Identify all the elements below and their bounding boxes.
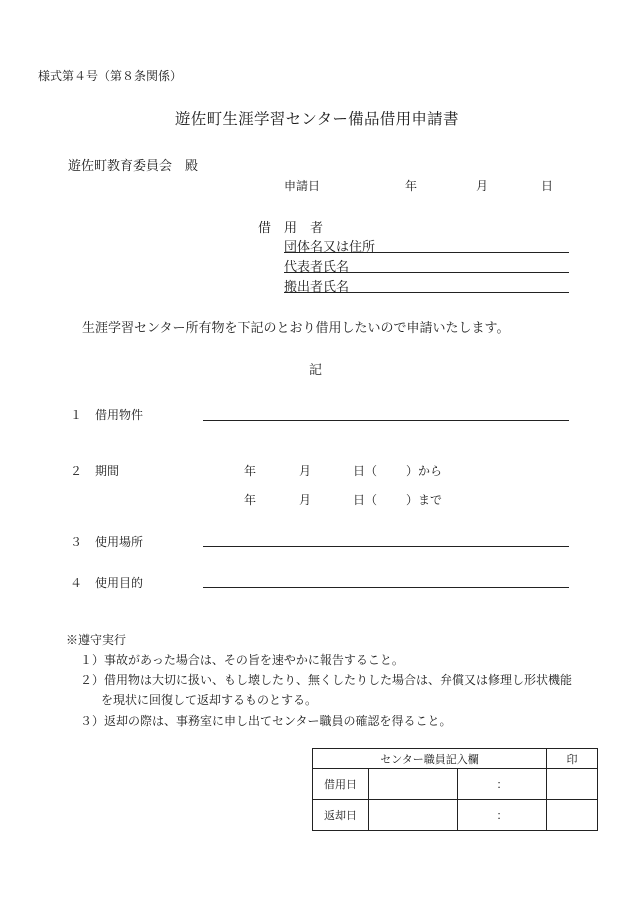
item1-label: 借用物件 [95, 408, 144, 422]
request-sentence: 生涯学習センター所有物を下記のとおり借用したいので申請いたします。 [82, 321, 510, 336]
application-date-day: 日 [541, 179, 554, 193]
staff-table-return-seal-cell[interactable] [547, 800, 598, 831]
application-date-year: 年 [405, 179, 418, 193]
borrower-organization-line[interactable] [284, 252, 569, 253]
page-title: 遊佐町生涯学習センター備品借用申請書 [175, 110, 459, 128]
borrower-field-representative: 代表者氏名 [284, 260, 350, 275]
staff-entry-table [312, 748, 598, 831]
table-row [313, 769, 598, 800]
period-from-year: 年 [244, 464, 257, 478]
staff-table-header: センター職員記入欄 [313, 749, 547, 769]
item3-number: ３ [70, 535, 83, 549]
period-from-day: 日（ [353, 464, 378, 478]
period-to-suffix: ）まで [406, 493, 443, 507]
period-from-suffix: ）から [406, 464, 443, 478]
table-row [313, 800, 598, 831]
period-to-day: 日（ [353, 493, 378, 507]
addressee: 遊佐町教育委員会 殿 [68, 159, 199, 174]
form-number: 様式第４号（第８条関係） [38, 69, 183, 83]
staff-table-label-borrow-date: 借用日 [313, 769, 369, 800]
item1-line[interactable] [203, 420, 569, 421]
note-3: ３）返却の際は、事務室に申し出てセンター職員の確認を得ること。 [80, 714, 452, 728]
borrower-field-organization: 団体名又は住所 [284, 240, 376, 255]
staff-table-borrow-date-cell[interactable] [369, 769, 458, 800]
notes-heading: ※遵守実行 [66, 633, 127, 647]
item2-number: ２ [70, 464, 83, 478]
item4-number: ４ [70, 576, 83, 590]
item2-label: 期間 [95, 464, 120, 478]
note-1: １）事故があった場合は、その旨を速やかに報告すること。 [80, 653, 404, 667]
borrower-representative-line[interactable] [284, 272, 569, 273]
staff-table-borrow-seal-cell[interactable] [547, 769, 598, 800]
period-to-year: 年 [244, 493, 257, 507]
period-to-month: 月 [299, 493, 312, 507]
item4-label: 使用目的 [95, 576, 144, 590]
ki-heading: 記 [309, 363, 323, 378]
staff-table-seal: 印 [547, 749, 598, 769]
borrower-heading: 借 用 者 [258, 221, 324, 236]
borrower-carrier-line[interactable] [284, 292, 569, 293]
staff-table-return-time-cell[interactable]: ： [458, 800, 547, 831]
application-date-month: 月 [476, 179, 489, 193]
item4-line[interactable] [203, 587, 569, 588]
staff-table-label-return-date: 返却日 [313, 800, 369, 831]
staff-table-return-date-cell[interactable] [369, 800, 458, 831]
note-2: ２）借用物は大切に扱い、もし壊したり、無くしたりした場合は、弁償又は修理し形状機能 [80, 673, 573, 687]
period-from-month: 月 [299, 464, 312, 478]
staff-table-borrow-time-cell[interactable]: ： [458, 769, 547, 800]
note-2-continued: を現状に回復して返却するものとする。 [101, 693, 318, 707]
item3-label: 使用場所 [95, 535, 144, 549]
item1-number: １ [70, 408, 83, 422]
borrower-field-carrier: 搬出者氏名 [284, 280, 350, 295]
item3-line[interactable] [203, 546, 569, 547]
application-date-label: 申請日 [284, 179, 321, 193]
